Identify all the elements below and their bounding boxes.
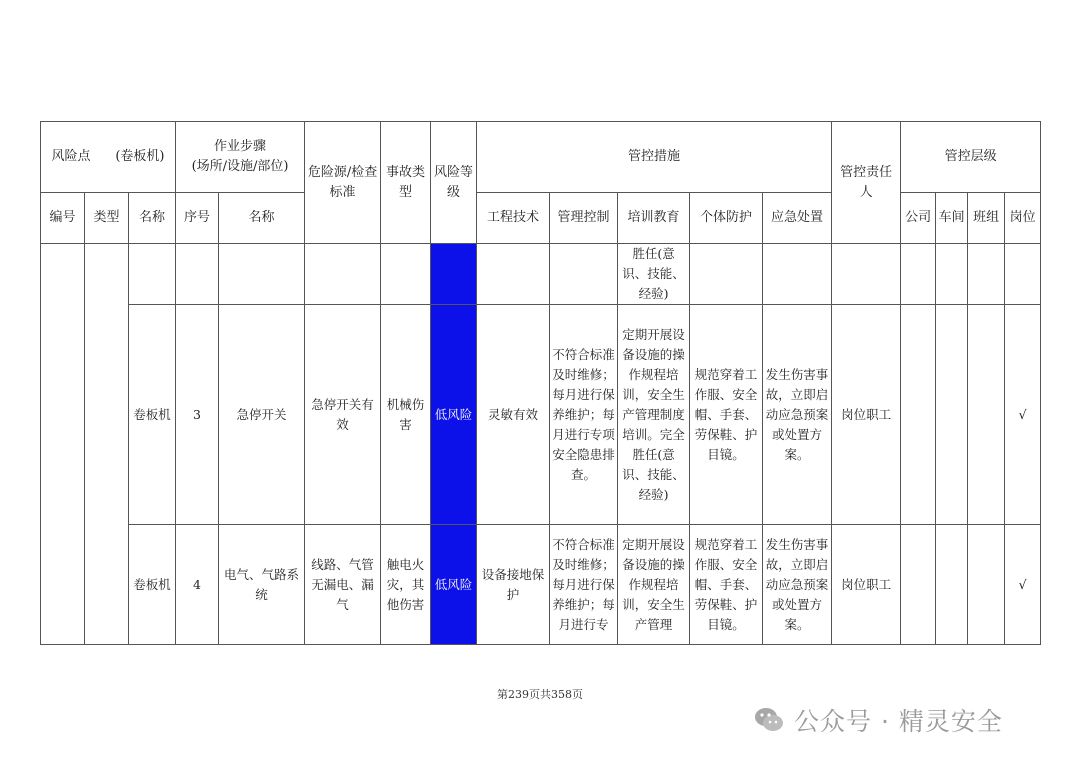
cell-level-team: [968, 305, 1005, 525]
level-workshop-header: 车间: [936, 193, 968, 244]
cell-step: 急停开关: [219, 305, 305, 525]
cell-accident: [381, 244, 431, 305]
cell-responsible: 岗位职工: [832, 525, 901, 645]
risk-level-header: 风险等级: [431, 122, 477, 244]
cell-step: 电气、气路系统: [219, 525, 305, 645]
col-engineering-header: 工程技术: [477, 193, 550, 244]
cell-responsible: [832, 244, 901, 305]
cell-name: 卷板机: [129, 305, 176, 525]
cell-level-post: √: [1005, 305, 1041, 525]
cell-engineering: 设备接地保护: [477, 525, 550, 645]
col-emergency-header: 应急处置: [763, 193, 832, 244]
col-no-header: 编号: [41, 193, 85, 244]
cell-level-post: √: [1005, 525, 1041, 645]
cell-seq: 3: [176, 305, 219, 525]
cell-management: [550, 244, 618, 305]
level-team-header: 班组: [968, 193, 1005, 244]
level-company-header: 公司: [901, 193, 936, 244]
cell-level-team: [968, 525, 1005, 645]
cell-hazard: 线路、气管无漏电、漏气: [305, 525, 381, 645]
cell-risk-level: [431, 244, 477, 305]
cell-seq: [176, 244, 219, 305]
steps-title: 作业步骤: [214, 139, 267, 154]
cell-emergency: 发生伤害事故，立即启动应急预案或处置方案。: [763, 525, 832, 645]
cell-hazard: [305, 244, 381, 305]
cell-level-workshop: [936, 305, 968, 525]
cell-training: 定期开展设备设施的操作规程培训，安全生产管理制度培训。完全胜任(意识、技能、经验): [618, 305, 690, 525]
cell-ppe: 规范穿着工作服、安全帽、手套、劳保鞋、护目镜。: [690, 305, 763, 525]
cell-risk-level: 低风险: [431, 525, 477, 645]
cell-level-workshop: [936, 525, 968, 645]
cell-name: 卷板机: [129, 525, 176, 645]
risk-point-header: [41, 122, 176, 193]
cell-accident: 触电火灾，其他伤害: [381, 525, 431, 645]
cell-management: 不符合标准及时维修；每月进行保养维护；每月进行专项安全隐患排查。: [550, 305, 618, 525]
cell-responsible: 岗位职工: [832, 305, 901, 525]
table-row: [41, 244, 1041, 305]
risk-control-table: [40, 121, 1041, 645]
watermark-text: 公众号 · 精灵安全: [794, 707, 1003, 736]
col-training-header: 培训教育: [618, 193, 690, 244]
control-measures-header: 管控措施: [477, 122, 832, 193]
accident-type-header: 事故类型: [381, 122, 431, 244]
col-step-name-header: 名称: [219, 193, 305, 244]
cell-step: [219, 244, 305, 305]
table-row: [41, 525, 1041, 645]
cell-level-company: [901, 244, 936, 305]
cell-level-team: [968, 244, 1005, 305]
col-name-header: 名称: [129, 193, 176, 244]
steps-subtitle: (场所/设施/部位): [191, 159, 289, 174]
col-ppe-header: 个体防护: [690, 193, 763, 244]
cell-training: 定期开展设备设施的操作规程培训，安全生产管理: [618, 525, 690, 645]
cell-emergency: [763, 244, 832, 305]
cell-name: [129, 244, 176, 305]
cell-ppe: [690, 244, 763, 305]
risk-point-name: (卷板机): [115, 149, 165, 164]
cell-ppe: 规范穿着工作服、安全帽、手套、劳保鞋、护目镜。: [690, 525, 763, 645]
cell-seq: 4: [176, 525, 219, 645]
cell-level-company: [901, 525, 936, 645]
cell-training: 胜任(意识、技能、经验): [618, 244, 690, 305]
cell-management: 不符合标准及时维修；每月进行保养维护；每月进行专: [550, 525, 618, 645]
col-management-header: 管理控制: [550, 193, 618, 244]
page-number: 第239页共358页: [497, 688, 583, 701]
cell-level-workshop: [936, 244, 968, 305]
cell-engineering: [477, 244, 550, 305]
wechat-icon: [752, 703, 786, 737]
cell-type: [85, 244, 129, 645]
cell-accident: 机械伤害: [381, 305, 431, 525]
cell-level-post: [1005, 244, 1041, 305]
table-row: [41, 305, 1041, 525]
control-level-header: 管控层级: [901, 122, 1041, 193]
cell-engineering: 灵敏有效: [477, 305, 550, 525]
risk-point-label: 风险点: [51, 149, 91, 164]
col-type-header: 类型: [85, 193, 129, 244]
level-post-header: 岗位: [1005, 193, 1041, 244]
watermark: [752, 700, 1003, 740]
steps-header: [176, 122, 305, 193]
header-row-1: [41, 122, 1041, 193]
responsible-header: 管控责任人: [832, 122, 901, 244]
cell-level-company: [901, 305, 936, 525]
hazard-header: 危险源/检查标准: [305, 122, 381, 244]
cell-risk-level: 低风险: [431, 305, 477, 525]
col-seq-header: 序号: [176, 193, 219, 244]
cell-hazard: 急停开关有效: [305, 305, 381, 525]
cell-no: [41, 244, 85, 645]
cell-emergency: 发生伤害事故，立即启动应急预案或处置方案。: [763, 305, 832, 525]
